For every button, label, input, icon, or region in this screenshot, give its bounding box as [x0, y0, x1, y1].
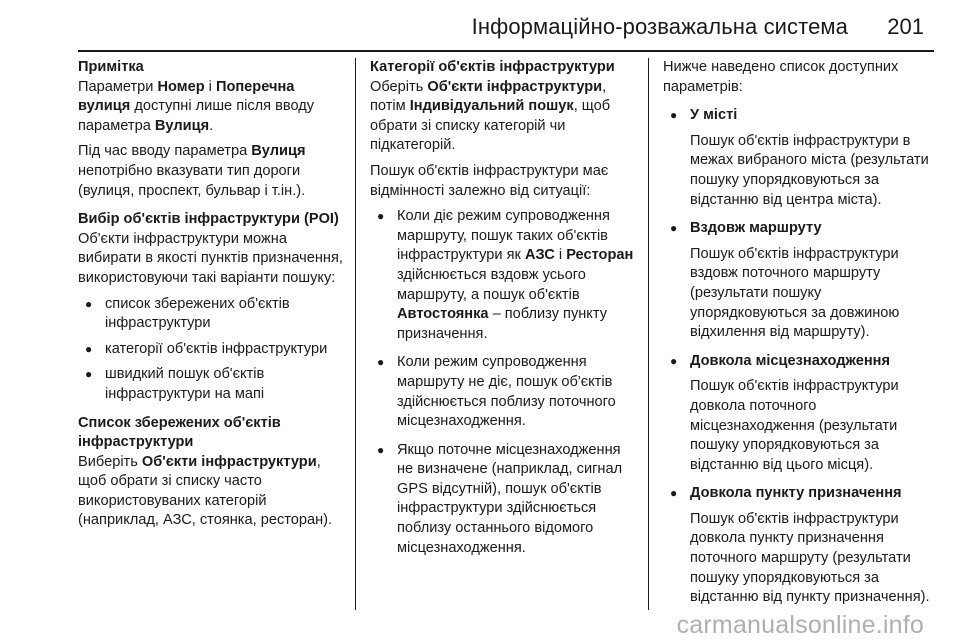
bullet-icon: ●: [85, 296, 93, 311]
bullet-icon: ●: [377, 442, 385, 457]
option-description: Пошук об'єктів інфраструктури довкола пункту призначення поточного маршруту (результати пошуку упорядковуються за відстанню від пункту призначення).: [690, 510, 930, 606]
list-item: ● Якщо поточне місцезнаходження не визначене (наприклад, сигнал GPS відсутній), пошук об'єктів інфраструктури здійснюється поблизу останнього відомого місцезнаходження.: [377, 441, 623, 556]
section-title: Інформаційно-розважальна система: [471, 14, 848, 39]
bullet-icon: ●: [670, 221, 678, 236]
header-rule: [78, 50, 934, 52]
bullet-icon: ●: [377, 209, 385, 224]
option-description: Пошук об'єктів інфраструктури в межах вибраного міста (результати пошуку упорядковуються за відстанню від центра міста).: [690, 132, 929, 208]
note-paragraph-1: Параметри Номер і Поперечна вулиця доступні лише після вводу параметра Вулиця.: [78, 78, 315, 134]
bullet-icon: ●: [670, 353, 678, 368]
page-number: 201: [887, 14, 924, 39]
list-item: ● Коли діє режим супроводження маршруту, пошук таких об'єктів інфраструктури як АЗС і Ресторан здійснюється вздовж усього маршруту, а пошук об'єктів Автостоянка – поблизу пункту призначення.: [377, 208, 634, 342]
column-divider-1: [355, 58, 356, 610]
column-2: [370, 58, 640, 558]
bullet-icon: ●: [377, 355, 385, 370]
list-item: ● список збережених об'єктів інфраструктури: [85, 295, 290, 332]
note-title: Примітка: [78, 59, 144, 75]
note-paragraph-2: Під час вводу параметра Вулиця непотрібно вказувати тип дороги (вулиця, проспект, бульвар і т.ін.).: [78, 143, 306, 199]
option-title: ● Довкола пункту призначення: [663, 484, 935, 504]
bullet-icon: ●: [85, 341, 93, 356]
option-title: ● У місті: [663, 106, 935, 126]
option-title: ● Довкола місцезнаходження: [663, 352, 935, 372]
bullet-icon: ●: [670, 108, 678, 123]
poi-heading: Вибір об'єктів інфраструктури (POI): [78, 211, 339, 228]
column-1: [78, 58, 346, 531]
saved-list-heading: Список збережених об'єктів інфраструктури: [78, 414, 281, 451]
column-divider-2: [648, 58, 649, 610]
watermark: carmanualsonline.info: [676, 611, 924, 639]
list-item: ● Коли режим супроводження маршруту не діє, пошук об'єктів здійснюється поблизу поточного місцезнаходження.: [377, 354, 616, 430]
categories-heading: Категорії об'єктів інфраструктури: [370, 59, 615, 75]
list-item: ● категорії об'єктів інфраструктури: [78, 340, 346, 360]
poi-paragraph: Об'єкти інфраструктури можна вибирати в якості пунктів призначення, використовуючи такі варіанти пошуку:: [78, 230, 343, 286]
column-3: [663, 58, 935, 608]
option-description: Пошук об'єктів інфраструктури довкола поточного місцезнаходження (результати пошуку упорядковуються за відстанню від цього місця).: [690, 378, 899, 473]
bullet-icon: ●: [670, 486, 678, 501]
options-intro: Нижче наведено список доступних параметрів:: [663, 59, 899, 95]
saved-list-paragraph: Виберіть Об'єкти інфраструктури, щоб обрати зі списку часто використовуваних категорій (наприклад, АЗС, стоянка, ресторан).: [78, 453, 333, 529]
categories-paragraph: Оберіть Об'єкти інфраструктури, потім Індивідуальний пошук, щоб обрати зі списку категорій чи підкатегорій.: [370, 78, 611, 154]
bullet-icon: ●: [85, 367, 93, 382]
option-title: ● Вздовж маршруту: [663, 219, 935, 239]
list-item: ● швидкий пошук об'єктів інфраструктури на мапі: [85, 366, 265, 402]
differences-paragraph: Пошук об'єктів інфраструктури має відмінності залежно від ситуації:: [370, 162, 609, 199]
option-description: Пошук об'єктів інфраструктури вздовж поточного маршруту (результати пошуку упорядковуються за довжиною відхилення від маршруту).: [690, 245, 900, 341]
